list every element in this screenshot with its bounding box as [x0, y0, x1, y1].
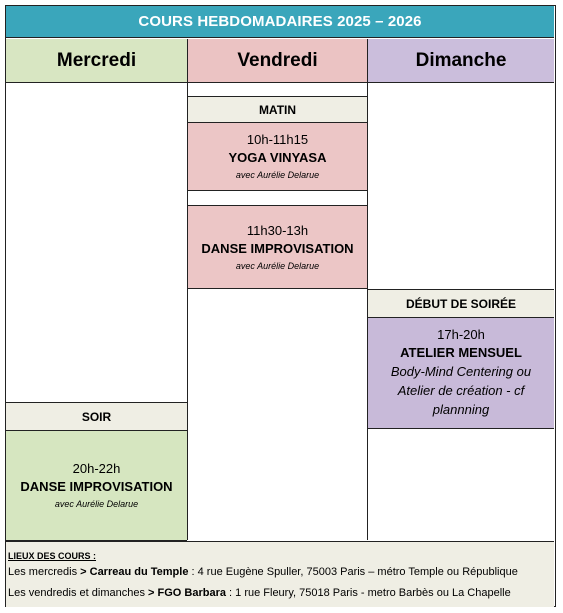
friday-class-card-1 — [188, 122, 367, 191]
venue-days: Les mercredis — [8, 566, 81, 578]
class-description-line-2: Atelier de création - cf — [397, 383, 525, 398]
wednesday-class-card — [6, 430, 187, 541]
friday-class-card-2 — [188, 205, 367, 289]
schedule-frame — [5, 5, 556, 607]
class-name: YOGA VINYASA — [228, 150, 327, 165]
class-teacher: avec Aurélie Delarue — [54, 499, 139, 509]
column-wednesday — [6, 39, 188, 540]
venue-name: > Carreau du Temple — [80, 566, 189, 578]
wednesday-period-band: SOIR — [6, 402, 187, 431]
day-header-sunday: Dimanche — [368, 39, 554, 83]
venue-line-wednesday — [8, 562, 554, 583]
venues-footer — [6, 541, 554, 607]
venue-address: : 1 rue Fleury, 75018 Paris - metro Barbès ou La Chapelle — [225, 587, 511, 599]
venue-line-friday-sunday — [8, 583, 554, 603]
day-header-friday: Vendredi — [188, 39, 367, 83]
class-time: 20h-22h — [72, 461, 121, 476]
class-teacher: avec Aurélie Delarue — [235, 170, 320, 180]
sunday-class-card — [368, 317, 554, 429]
class-teacher: avec Aurélie Delarue — [235, 260, 320, 271]
venue-address: : 4 rue Eugène Spuller, 75003 Paris – métro Temple ou République — [188, 566, 518, 578]
class-name: DANSE IMPROVISATION — [20, 479, 173, 494]
column-sunday — [368, 39, 554, 540]
class-description-line-3: plannning — [432, 402, 490, 417]
sunday-period-band: DÉBUT DE SOIRÉE — [368, 289, 554, 318]
class-time: 11h30-13h — [246, 222, 309, 238]
class-description-line-1: Body-Mind Centering ou — [390, 364, 532, 379]
venue-days: Les vendredis et dimanches — [8, 587, 149, 599]
day-header-wednesday: Mercredi — [6, 39, 187, 83]
friday-gap — [188, 190, 367, 206]
class-name: ATELIER MENSUEL — [400, 345, 522, 360]
venue-name: > FGO Barbara — [148, 587, 226, 599]
venues-heading: LIEUX DES COURS : — [8, 551, 97, 561]
column-friday — [188, 39, 368, 540]
class-name: DANSE IMPROVISATION — [201, 240, 354, 256]
friday-period-band: MATIN — [188, 96, 367, 123]
class-time: 17h-20h — [437, 327, 485, 342]
class-time: 10h-11h15 — [246, 132, 309, 147]
page-title: COURS HEBDOMADAIRES 2025 – 2026 — [6, 6, 554, 38]
